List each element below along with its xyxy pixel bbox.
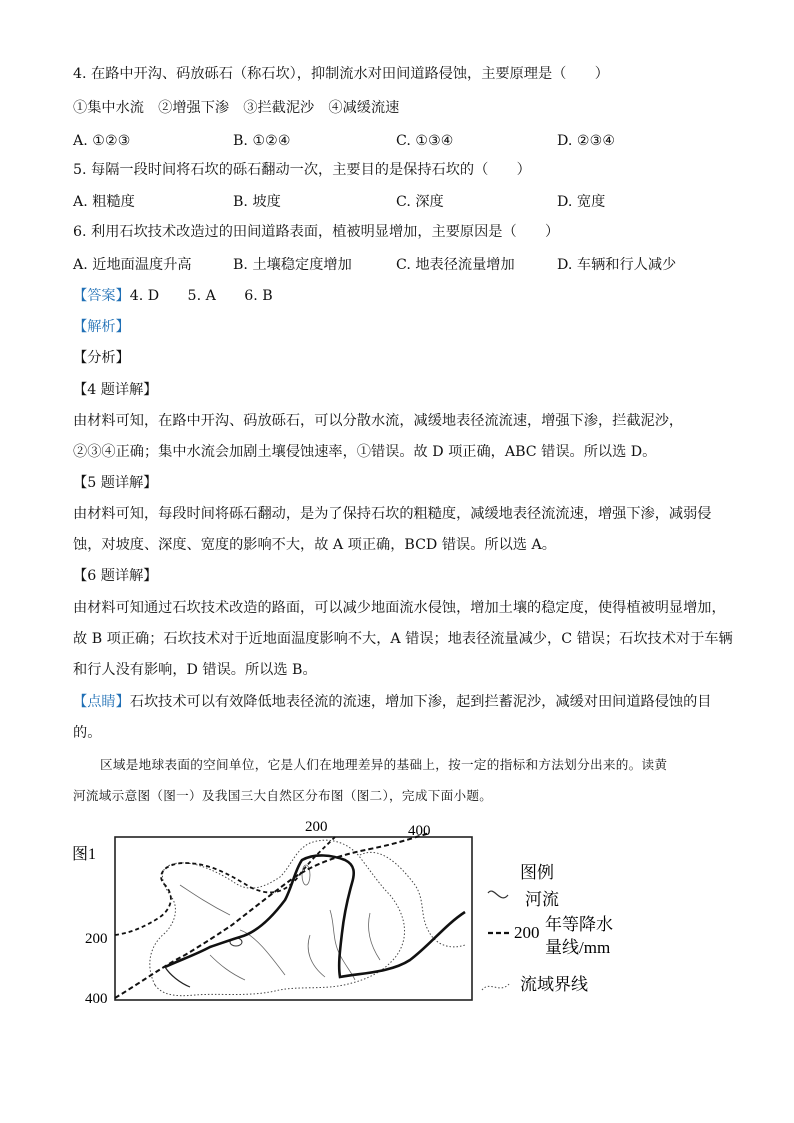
main-river (165, 855, 465, 977)
tributary (180, 885, 230, 915)
q4-stem: 4. 在路中开沟、码放砾石（称石坎），抑制流水对田间道路侵蚀，主要原理是（ ） (73, 66, 609, 82)
isoline-label-400-top: 400 (408, 823, 431, 839)
detail6-line: 由材料可知通过石坎技术改造的路面，可以减少地面流水侵蚀，增加土壤的稳定度，使得植被明显增加， (73, 600, 726, 616)
q5-option-c: C. 深度 (396, 194, 444, 210)
map-frame (115, 837, 472, 1000)
isoline-label-400-left: 400 (85, 991, 108, 1007)
main-river (165, 967, 190, 987)
isoline-label-200-top: 200 (305, 819, 328, 835)
answer-line (73, 286, 273, 306)
q5-option-a: A. 粗糙度 (73, 194, 135, 210)
q6-option-a: A. 近地面温度升高 (73, 257, 192, 273)
tributary (210, 955, 245, 980)
q5-stem: 5. 每隔一段时间将石坎的砾石翻动一次，主要目的是保持石坎的（ ） (73, 162, 531, 178)
detail6-line: 和行人没有影响，D 错误。所以选 B。 (73, 662, 317, 678)
legend-isoline-value: 200 (514, 923, 540, 942)
q4-items: ①集中水流 ②增强下渗 ③拦截泥沙 ④减缓流速 (73, 100, 400, 116)
dianjing-line: 的。 (73, 725, 102, 741)
analysis-label: 【解析】 (73, 319, 130, 335)
answer-value: 4. D 5. A 6. B (129, 288, 273, 304)
detail4-line: 由材料可知，在路中开沟、码放砾石，可以分散水流，减缓地表径流流速，增强下渗，拦截泥沙， (73, 413, 684, 429)
q6-option-c: C. 地表径流量增加 (396, 257, 515, 273)
figure-label: 图1 (72, 846, 97, 863)
detail4-line: ②③④正确；集中水流会加剧土壤侵蚀速率，①错误。故 D 项正确，ABC 错误。所以选 D。 (73, 444, 657, 460)
legend-river-swatch (488, 891, 508, 898)
yellow-river-basin-map (70, 815, 630, 1015)
detail4-label: 【4 题详解】 (73, 382, 158, 398)
detail6-label: 【6 题详解】 (73, 568, 158, 584)
dianjing-label: 【点睛】 (73, 694, 130, 710)
answer-label: 【答案】 (73, 288, 130, 304)
q4-option-d: D. ②③④ (557, 133, 616, 149)
isoline-200 (115, 837, 335, 935)
q6-option-b: B. 土壤稳定度增加 (233, 257, 352, 273)
q4-option-a: A. ①②③ (73, 133, 131, 149)
legend-boundary-swatch (482, 983, 510, 990)
tributary (240, 930, 285, 975)
dianjing-text: 石坎技术可以有效降低地表径流的流速，增加下渗，起到拦蓄泥沙，减缓对田间道路侵蚀的目 (129, 694, 712, 710)
q6-option-d: D. 车辆和行人减少 (557, 257, 677, 273)
q5-option-b: B. 坡度 (233, 194, 281, 210)
legend-title: 图例 (520, 863, 554, 882)
isoline-label-200-left: 200 (85, 931, 108, 947)
q6-stem: 6. 利用石坎技术改造过的田间道路表面，植被明显增加，主要原因是（ ） (73, 224, 560, 240)
detail5-label: 【5 题详解】 (73, 475, 158, 491)
detail6-line: 故 B 项正确；石坎技术对于近地面温度影响不大，A 错误；地表径流量减少，C 错误；石坎技术对于车辆 (73, 631, 733, 647)
fenxi-label: 【分析】 (73, 350, 130, 366)
basin-boundary-east (360, 852, 465, 947)
q5-option-d: D. 宽度 (557, 194, 606, 210)
tributary (368, 913, 380, 960)
detail5-line: 由材料可知，每段时间将砾石翻动，是为了保持石坎的粗糙度，减缓地表径流流速，增强下渗，减弱侵 (73, 506, 712, 522)
legend-isoline-text: 年等降水 (545, 915, 613, 934)
legend-boundary-label: 流域界线 (520, 975, 588, 994)
q4-option-b: B. ①②④ (233, 133, 291, 149)
intro-line: 区域是地球表面的空间单位，它是人们在地理差异的基础上，按一定的指标和方法划分出来的。读黄 (100, 757, 668, 772)
tributary (308, 935, 325, 977)
q4-option-c: C. ①③④ (396, 133, 454, 149)
legend-isoline-unit: 量线/mm (545, 938, 611, 957)
detail5-line: 蚀，对坡度、深度、宽度的影响不大，故 A 项正确，BCD 错误。所以选 A。 (73, 537, 556, 553)
intro-line: 河流域示意图（图一）及我国三大自然区分布图（图二），完成下面小题。 (73, 788, 493, 803)
legend-river-label: 河流 (525, 890, 559, 909)
dianjing-line (73, 692, 711, 712)
